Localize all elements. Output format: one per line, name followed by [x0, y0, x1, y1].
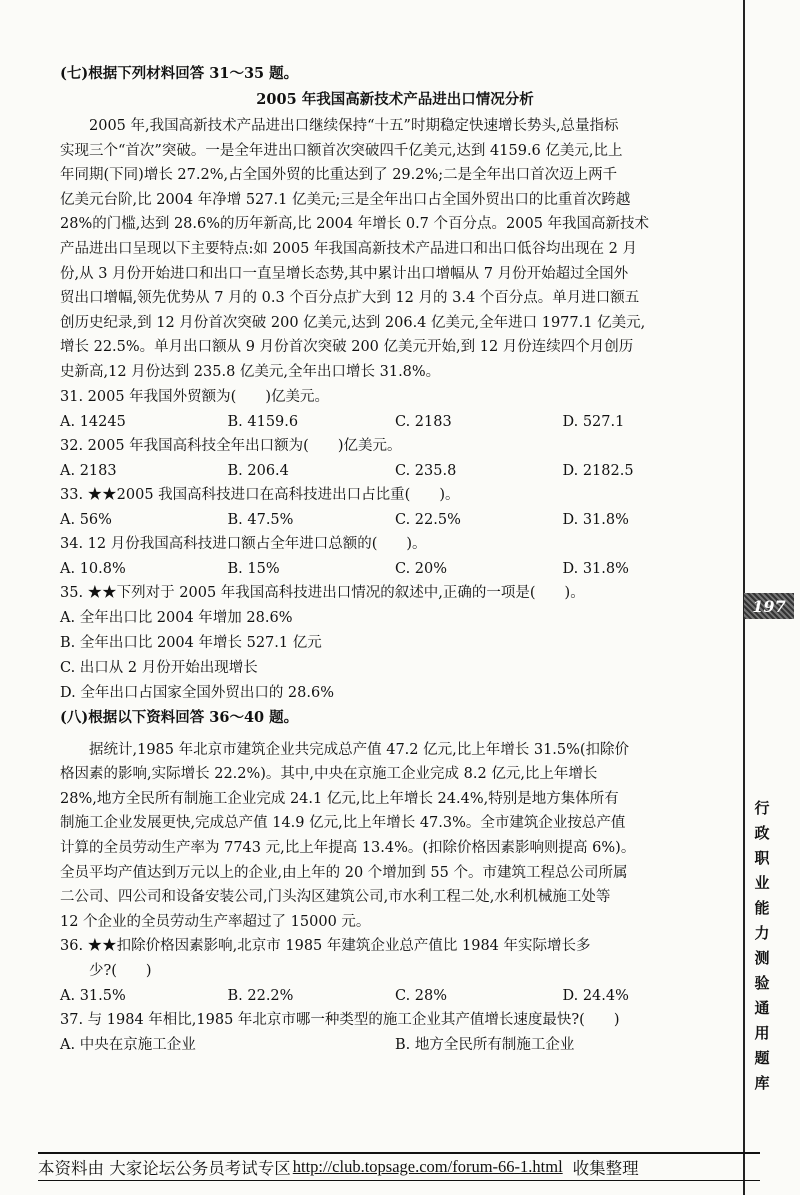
option-d: D. 2182.5 — [562, 462, 634, 479]
page-content — [60, 62, 730, 1057]
paragraph-line: 产品进出口呈现以下主要特点:如 2005 年我国高新技术产品进口和出口低谷均出现在 2 月 — [60, 240, 637, 257]
question-37 — [60, 1008, 730, 1057]
option-d: D. 31.8% — [562, 560, 629, 577]
question-33 — [60, 483, 730, 532]
vertical-title-char: 用 — [754, 1024, 770, 1042]
answer-options — [60, 508, 730, 532]
answer-options — [60, 410, 730, 434]
option-a: A. 31.5% — [60, 988, 126, 1005]
vertical-title-char: 行 — [754, 799, 770, 817]
option-c: C. 20% — [395, 560, 448, 577]
source-footer — [38, 1152, 760, 1181]
question-36 — [60, 934, 730, 1008]
page-number: 197 — [744, 593, 794, 619]
question-31 — [60, 385, 730, 434]
option-b: B. 地方全民所有制施工企业 — [395, 1037, 575, 1054]
vertical-book-title — [752, 796, 772, 1096]
question-stem: 34. 12 月份我国高科技进口额占全年进口总额的( )。 — [60, 535, 427, 552]
article-paragraph — [60, 114, 730, 385]
option-c: C. 235.8 — [395, 462, 457, 479]
paragraph-line: 亿美元台阶,比 2004 年净增 527.1 亿美元;三是全年出口占全国外贸出口的比重首次跨越 — [60, 191, 631, 208]
option-c: C. 出口从 2 月份开始出现增长 — [60, 659, 258, 676]
vertical-title-char: 政 — [754, 824, 770, 842]
footer-text: 本资料由 大家论坛公务员考试专区 — [38, 1159, 291, 1178]
paragraph-line: 计算的全员劳动生产率为 7743 元,比上年提高 13.4%。(扣除价格因素影响则提高 6%)。 — [60, 839, 636, 856]
footer-link[interactable]: http://club.topsage.com/forum-66-1.html — [292, 1157, 563, 1176]
option-a: A. 全年出口比 2004 年增加 28.6% — [60, 609, 293, 626]
vertical-title-char: 能 — [754, 899, 770, 917]
question-stem: 37. 与 1984 年相比,1985 年北京市哪一种类型的施工企业其产值增长速度最快?( ) — [60, 1012, 620, 1029]
article-title: 2005 年我国高新技术产品进出口情况分析 — [256, 91, 534, 108]
question-32 — [60, 434, 730, 483]
option-d: D. 527.1 — [562, 413, 625, 430]
paragraph-line: 12 个企业的全员劳动生产率超过了 15000 元。 — [60, 913, 371, 930]
answer-options — [60, 557, 730, 581]
paragraph-line: 二公司、四公司和设备安装公司,门头沟区建筑公司,市水利工程二处,水利机械施工处等 — [60, 889, 611, 906]
paragraph-line: 年同期(下同)增长 27.2%,占全国外贸的比重达到了 29.2%;二是全年出口首次迈上两千 — [60, 167, 618, 184]
paragraph-line: 28%的门槛,达到 28.6%的历年新高,比 2004 年增长 0.7 个百分点。2005 年我国高新技术 — [60, 216, 650, 233]
question-stem-continued: 少?( ) — [60, 963, 152, 980]
option-a: A. 56% — [60, 511, 112, 528]
vertical-title-char: 题 — [754, 1049, 770, 1067]
question-stem: 31. 2005 年我国外贸额为( )亿美元。 — [60, 388, 329, 405]
section-header: (八)根据以下资料回答 36～40 题。 — [60, 708, 299, 726]
option-a: A. 10.8% — [60, 560, 126, 577]
paragraph-line: 史新高,12 月份达到 235.8 亿美元,全年出口增长 31.8%。 — [60, 363, 441, 380]
option-a: A. 中央在京施工企业 — [60, 1037, 196, 1054]
option-b: B. 47.5% — [227, 511, 294, 528]
option-c: C. 22.5% — [395, 511, 461, 528]
vertical-title-char: 验 — [754, 974, 770, 992]
option-d: D. 全年出口占国家全国外贸出口的 28.6% — [60, 684, 334, 701]
question-35 — [60, 581, 730, 706]
paragraph-line: 28%,地方全民所有制施工企业完成 24.1 亿元,比上年增长 24.4%,特别是地方集体所有 — [60, 790, 619, 807]
question-stem: 36. ★★扣除价格因素影响,北京市 1985 年建筑企业总产值比 1984 年实际增长多 — [60, 938, 591, 955]
vertical-title-char: 力 — [754, 924, 770, 942]
option-b: B. 全年出口比 2004 年增长 527.1 亿元 — [60, 634, 322, 651]
paragraph-line: 实现三个“首次”突破。一是全年进出口额首次突破四千亿美元,达到 4159.6 亿美元,比上 — [60, 142, 623, 159]
paragraph-line: 贸出口增幅,领先优势从 7 月的 0.3 个百分点扩大到 12 月的 3.4 个百分点。单月进口额五 — [60, 290, 640, 307]
section-header: (七)根据下列材料回答 31～35 题。 — [60, 65, 299, 82]
vertical-title-char: 职 — [754, 849, 770, 867]
option-b: B. 4159.6 — [227, 413, 299, 430]
vertical-title-char: 测 — [754, 949, 770, 967]
paragraph-line: 据统计,1985 年北京市建筑企业共完成总产值 47.2 亿元,比上年增长 31.5%(扣除价 — [60, 741, 630, 758]
paragraph-line: 增长 22.5%。单月出口额从 9 月份首次突破 200 亿美元开始,到 12 月份连续四个月创历 — [60, 339, 634, 356]
question-34 — [60, 532, 730, 581]
answer-options — [60, 984, 730, 1008]
question-stem: 35. ★★下列对于 2005 年我国高科技进出口情况的叙述中,正确的一项是( )。 — [60, 584, 585, 601]
article-paragraph — [60, 738, 730, 935]
option-c: C. 28% — [395, 988, 448, 1005]
vertical-title-char: 库 — [754, 1074, 770, 1092]
option-a: A. 14245 — [60, 413, 126, 430]
vertical-title-char: 通 — [754, 999, 770, 1017]
option-d: D. 31.8% — [562, 511, 629, 528]
paragraph-line: 2005 年,我国高新技术产品进出口继续保持“十五”时期稳定快速增长势头,总量指标 — [60, 118, 619, 134]
question-stem: 32. 2005 年我国高科技全年出口额为( )亿美元。 — [60, 437, 402, 454]
vertical-title-char: 业 — [754, 874, 770, 892]
paragraph-line: 全员平均产值达到万元以上的企业,由上年的 20 个增加到 55 个。市建筑工程总公司所属 — [60, 864, 628, 881]
answer-options — [60, 1033, 730, 1057]
option-b: B. 15% — [227, 560, 280, 577]
answer-options — [60, 459, 730, 483]
paragraph-line: 制施工企业发展更快,完成总产值 14.9 亿元,比上年增长 47.3%。全市建筑企业按总产值 — [60, 815, 626, 832]
option-a: A. 2183 — [60, 462, 117, 479]
paragraph-line: 创历史纪录,到 12 月份首次突破 200 亿美元,达到 206.4 亿美元,全年进口 1977.1 亿美元, — [60, 314, 646, 331]
option-c: C. 2183 — [395, 413, 452, 430]
option-d: D. 24.4% — [562, 988, 629, 1005]
footer-suffix: 收集整理 — [572, 1159, 639, 1178]
answer-options — [60, 606, 730, 706]
option-b: B. 22.2% — [227, 988, 294, 1005]
paragraph-line: 格因素的影响,实际增长 22.2%)。其中,中央在京施工企业完成 8.2 亿元,比上年增长 — [60, 766, 598, 783]
question-stem: 33. ★★2005 我国高科技进口在高科技进出口占比重( )。 — [60, 486, 460, 503]
option-b: B. 206.4 — [227, 462, 289, 479]
paragraph-line: 份,从 3 月份开始进口和出口一直呈增长态势,其中累计出口增幅从 7 月份开始超过全国外 — [60, 265, 629, 282]
